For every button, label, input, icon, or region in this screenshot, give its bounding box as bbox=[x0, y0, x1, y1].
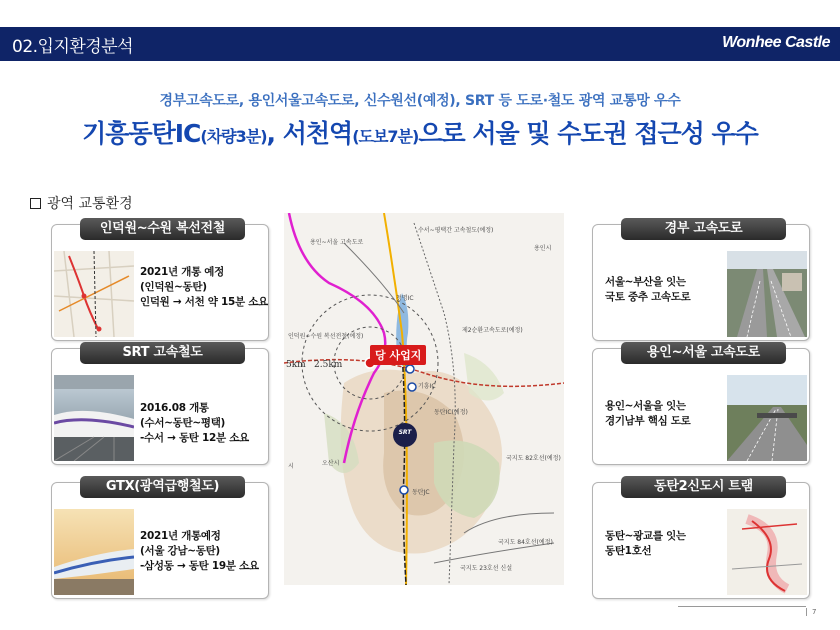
map-label: 인덕원~수원 복선전철(예정) bbox=[288, 333, 364, 340]
card-title: 인덕원~수원 복선전철 bbox=[80, 218, 245, 240]
section-label-text: 광역 교통환경 bbox=[47, 196, 133, 212]
card-title: 경부 고속도로 bbox=[621, 218, 786, 240]
main-headline bbox=[0, 114, 840, 150]
headline-station: , 서천역 bbox=[266, 119, 353, 148]
headline-ic-time: (차량3분) bbox=[200, 127, 267, 146]
desc-line: 서울~부산을 잇는 bbox=[605, 276, 686, 288]
card-indeogwon-line bbox=[51, 221, 269, 341]
site-label: 당 사업지 bbox=[370, 345, 426, 365]
map-label: 동탄IC(예정) bbox=[434, 409, 468, 416]
sub-headline: 경부고속도로, 용인서울고속도로, 신수원선(예정), SRT 등 도로·철도 광역 교통망 우수 bbox=[159, 93, 681, 109]
map-label: 국지도 84호선(예정) bbox=[498, 539, 553, 546]
card-title: GTX(광역급행철도) bbox=[80, 476, 245, 498]
desc-line: 인덕원 → 서천 약 15분 소요 bbox=[140, 296, 268, 308]
desc-line: 경기남부 핵심 도로 bbox=[605, 415, 691, 427]
srt-train-image bbox=[54, 375, 134, 461]
checkbox-icon bbox=[30, 198, 41, 209]
tram-route-map-image bbox=[727, 509, 807, 595]
card-gyeongbu bbox=[592, 221, 810, 341]
headline-station-time: (도보7분) bbox=[352, 127, 419, 146]
card-srt bbox=[51, 345, 269, 465]
brand-logo: Wonhee Castle bbox=[722, 34, 830, 51]
map-label: 기흥IC bbox=[418, 383, 436, 390]
desc-line: 2016.08 개통 bbox=[140, 402, 209, 414]
map-label: 수서~평택간 고속철도(예정) bbox=[418, 227, 494, 234]
card-title: SRT 고속철도 bbox=[80, 342, 245, 364]
footer-divider bbox=[678, 606, 806, 607]
desc-line: (인덕원~동탄) bbox=[140, 281, 207, 293]
route-map-image bbox=[54, 251, 134, 337]
map-label: 청명IC bbox=[396, 295, 414, 302]
card-desc bbox=[140, 401, 249, 446]
card-desc bbox=[140, 265, 268, 310]
card-gtx bbox=[51, 479, 269, 599]
page-number: 7 bbox=[806, 608, 816, 616]
map-label: 시 bbox=[288, 463, 294, 470]
desc-line: (수서~동탄~평택) bbox=[140, 417, 226, 429]
map-label: 국지도 82호선(예정) bbox=[506, 455, 561, 462]
headline-ic: 기흥동탄IC bbox=[82, 119, 201, 148]
desc-line: 용인~서울을 잇는 bbox=[605, 400, 686, 412]
desc-line: 2021년 개통예정 bbox=[140, 530, 221, 542]
card-tram bbox=[592, 479, 810, 599]
highway-aerial-image bbox=[727, 251, 807, 337]
header-bar bbox=[0, 27, 840, 61]
ring-5km-label: 5km bbox=[286, 360, 306, 370]
map-label: 제2순환고속도로(예정) bbox=[462, 327, 523, 334]
desc-line: 2021년 개통 예정 bbox=[140, 266, 224, 278]
map-label: 용인시 bbox=[534, 245, 552, 252]
page-title: 02.입지환경분석 bbox=[12, 37, 134, 57]
map-label: 용인~서울 고속도로 bbox=[310, 239, 364, 246]
card-title: 동탄2신도시 트램 bbox=[621, 476, 786, 498]
map-label: 오산시 bbox=[322, 460, 340, 467]
desc-line: -수서 → 동탄 12분 소요 bbox=[140, 432, 249, 444]
desc-line: 동탄1호선 bbox=[605, 545, 652, 557]
desc-line: 동탄~광교를 잇는 bbox=[605, 530, 686, 542]
desc-line: -삼성동 → 동탄 19분 소요 bbox=[140, 560, 259, 572]
gtx-train-image bbox=[54, 509, 134, 595]
card-desc bbox=[605, 529, 686, 559]
location-map bbox=[284, 213, 564, 585]
desc-line: 국토 중추 고속도로 bbox=[605, 291, 691, 303]
expressway-image bbox=[727, 375, 807, 461]
card-yongin-seoul bbox=[592, 345, 810, 465]
card-desc bbox=[140, 529, 259, 574]
card-title: 용인~서울 고속도로 bbox=[621, 342, 786, 364]
card-desc bbox=[605, 399, 690, 429]
ring-2-5km-label: 2.5km bbox=[314, 360, 343, 370]
desc-line: (서울 강남~동탄) bbox=[140, 545, 220, 557]
map-label: 국지도 23호선 신설 bbox=[460, 565, 513, 572]
card-desc bbox=[605, 275, 690, 305]
headline-rest: 으로 서울 및 수도권 접근성 우수 bbox=[418, 119, 758, 148]
section-label bbox=[30, 193, 133, 213]
map-label: 동탄JC bbox=[412, 489, 430, 496]
srt-badge: SRT bbox=[398, 429, 412, 436]
